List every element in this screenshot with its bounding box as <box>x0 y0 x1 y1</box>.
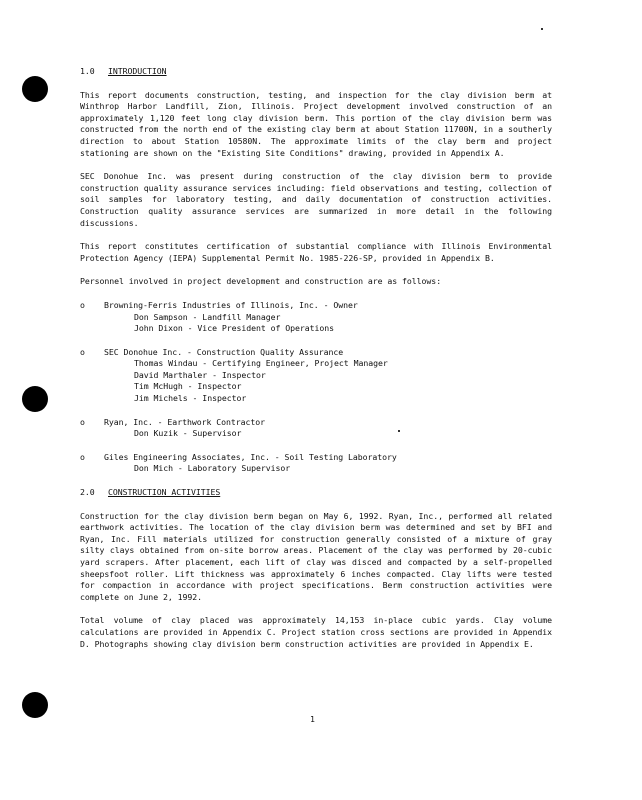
personnel-person: John Dixon - Vice President of Operations <box>134 323 335 334</box>
document-body <box>80 66 552 662</box>
bullet-icon: o <box>80 416 85 427</box>
personnel-person: Don Kuzik - Supervisor <box>134 428 242 439</box>
intro-paragraph-2: SEC Donohue Inc. was present during construction of the clay division berm to provide construction quality assurance services including: field observations and testing, collection of soil samples for laboratory testing, and daily documentation of construction activities. Construction quality assurance services are summarized in more detail in the following discussions. <box>80 171 552 228</box>
bullet-icon: o <box>80 346 85 357</box>
personnel-person: Jim Michels - Inspector <box>134 393 247 404</box>
personnel-person: Don Sampson - Landfill Manager <box>134 311 281 322</box>
personnel-person: Thomas Windau - Certifying Engineer, Project Manager <box>134 358 388 369</box>
scan-speck <box>541 28 543 30</box>
construction-paragraph-1: Construction for the clay division berm began on May 6, 1992. Ryan, Inc., performed all related earthwork activities. The location of the clay division berm was determined and set by BFI and Ryan, Inc. Fill materials utilized for construction generally consisted of a mixture of gray silty clays obtained from on-site borrow areas. Placement of the clay was performed by 20-cubic yard scrapers. After placement, each lift of clay was disced and compacted by a self-propelled sheepsfoot roller. Lift thickness was approximately 6 inches compacted. Clay lifts were tested for compaction in accordance with project specifications. Berm construction activities were complete on June 2, 1992. <box>80 510 552 602</box>
section-1-heading <box>80 66 552 78</box>
intro-paragraph-4: Personnel involved in project development and construction are as follows: <box>80 276 442 287</box>
personnel-person: Don Mich - Laboratory Supervisor <box>134 463 291 474</box>
section-2-title: CONSTRUCTION ACTIVITIES <box>108 487 221 498</box>
section-2-heading <box>80 487 552 499</box>
binder-hole-bottom <box>22 692 48 718</box>
bullet-icon: o <box>80 451 85 462</box>
personnel-item-contractor <box>80 417 552 440</box>
intro-paragraph-3: This report constitutes certification of substantial compliance with Illinois Environmental Protection Agency (IEPA) Supplemental Permit No. 1985-226-SP, provided in Appendix B. <box>80 241 552 263</box>
section-2-number: 2.0 <box>80 487 95 498</box>
personnel-person: Tim McHugh - Inspector <box>134 381 242 392</box>
intro-paragraph-1: This report documents construction, testing, and inspection for the clay division berm at Winthrop Harbor Landfill, Zion, Illinois. Project development involved construction of an approximately 1,120 feet long clay division berm. This portion of the clay division berm was constructed from the north end of the existing clay berm at about Station 11700N, in a southerly direction to about Station 10580N. The approximate limits of the clay berm and project stationing are shown on the "Existing Site Conditions" drawing, provided in Appendix A. <box>80 89 552 158</box>
page-number: 1 <box>310 714 315 724</box>
binder-hole-top <box>22 76 48 102</box>
section-1-title: INTRODUCTION <box>108 66 167 76</box>
personnel-item-owner <box>80 300 552 335</box>
personnel-item-laboratory <box>80 452 552 475</box>
construction-paragraph-2: Total volume of clay placed was approximately 14,153 in-place cubic yards. Clay volume calculations are provided in Appendix C. Project station cross sections are provided in Appendix D. Photographs showing clay division berm construction activities are provided in Appendix E. <box>80 615 552 649</box>
personnel-person: David Marthaler - Inspector <box>134 369 266 380</box>
binder-hole-middle <box>22 386 48 412</box>
personnel-org: Browning-Ferris Industries of Illinois, Inc. - Owner <box>104 299 358 310</box>
personnel-org: Ryan, Inc. - Earthwork Contractor <box>104 416 266 427</box>
section-1-number: 1.0 <box>80 66 95 76</box>
personnel-org: SEC Donohue Inc. - Construction Quality Assurance <box>104 346 344 357</box>
personnel-org: Giles Engineering Associates, Inc. - Soil Testing Laboratory <box>104 451 397 462</box>
bullet-icon: o <box>80 299 85 310</box>
personnel-item-cqa <box>80 347 552 405</box>
